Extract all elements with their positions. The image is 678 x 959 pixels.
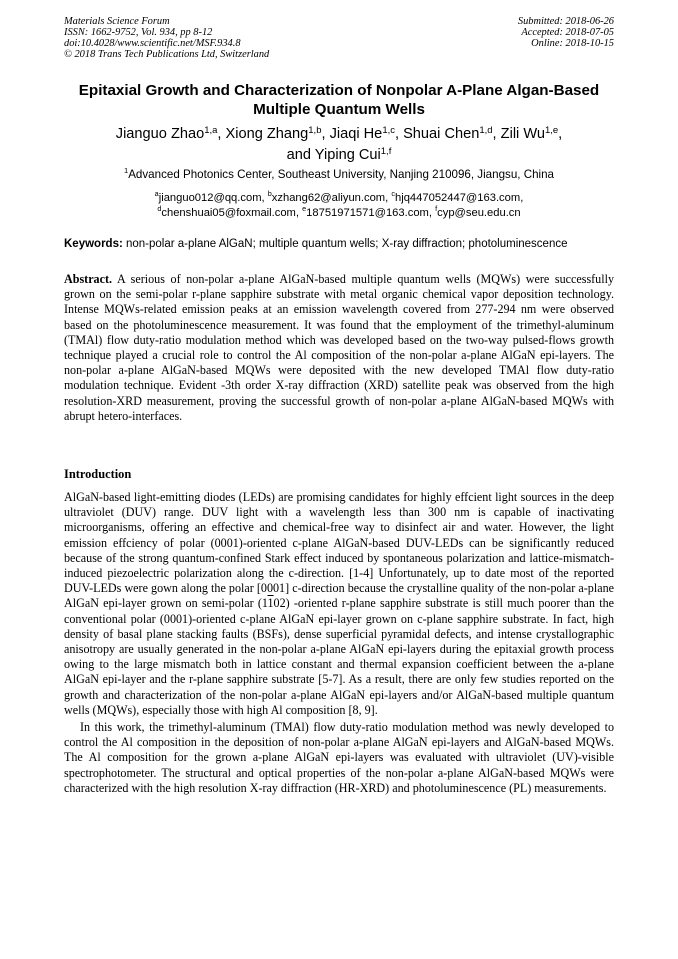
publication-dates — [518, 16, 614, 49]
email-link[interactable]: $^c$hjq447052447@163.com — [391, 189, 521, 204]
intro-paragraph-1: AlGaN-based light-emitting diodes (LEDs) are promising candidates for highly effcient light sources in the deep ultraviolet (DUV) range. DUV light with a wavelength less than 300 nm is capable of inactivating microorganisms, offering an effective and chemical-free way to disinfect air and water. However, the light emission effciency of polar (0001)-oriented c-plane AlGaN-based DUV-LEDs can be significantly reduced because of the strong quantum-confined Stark effect induced by spontaneous polarization and lattice-mismatch-induced piezoelectric polarization along the c-direction. [1-4] Unfortunately, up to date most of the reported DUV-LEDs were gown along the polar [0001] c-direction because the crystalline quality of the non-polar a-plane AlGaN epi-layer grown on semi-polar (1102) -oriented r-plane sapphire substrate is still much poorer than the conventional polar (0001)-oriented c-plane AlGaN epi-layer grown on c-plane sapphire substrate. In fact, high density of basal plane stacking faults (BSFs), dense superficial pyramidal defects, and intense crystallographic anisotropy are usually generated in the non-polar a-plane AlGaN epi-layers during the epitaxial growth process owing to the large mismatch both in lattice constant and thermal expansion coefficient between the a-plane AlGaN epi-layer and the r-plane sapphire substrate [5-7]. As a result, there are only few studies reported on the growth and characterization of the non-polar a-plane AlGaN epi-layers and/or AlGaN-based multiple quantum wells (MQWs), especially those with high Al composition [8, 9]. — [64, 490, 614, 717]
journal-issn: ISSN: 1662-9752, Vol. 934, pp 8-12 — [64, 27, 213, 38]
journal-copyright: © 2018 Trans Tech Publications Ltd, Switzerland — [64, 49, 270, 60]
author: Zili Wu$^{1,e}$, — [500, 125, 563, 142]
intro-paragraph-2: In this work, the trimethyl-aluminum (TMAl) flow duty-ratio modulation method was newly developed to control the Al composition in the deposition of non-polar a-plane AlGaN epi-layers and AlGaN-based MQWs. The Al composition for the grown a-plane AlGaN epi-layers was evaluated with ultraviolet (UV)-visible spectrophotometer. The structural and optical properties of the non-polar a-plane AlGaN-based MQWs were characterized with the high resolution X-ray diffraction (HR-XRD) and photoluminescence (PL) measurements. — [64, 720, 614, 795]
section-heading: Introduction — [64, 467, 132, 481]
author-list — [60, 124, 618, 166]
author: Jiaqi He$^{1,c}$, — [329, 125, 404, 142]
date-submitted: Submitted: 2018-06-26 — [517, 16, 614, 27]
abstract — [64, 272, 614, 424]
author: Xiong Zhang$^{1,b}$, — [225, 125, 330, 142]
keywords — [64, 237, 616, 251]
affiliation: $^1$Advanced Photonics Center, Southeast University, Nanjing 210096, Jiangsu, China — [124, 166, 554, 181]
journal-info — [64, 16, 269, 60]
keywords-text: non-polar a-plane AlGaN; multiple quantum wells; X-ray diffraction; photoluminescence — [126, 238, 568, 250]
paper-title: Epitaxial Growth and Characterization of Nonpolar A-Plane Algan-Based Multiple Quantum Wells — [78, 82, 600, 118]
email-link[interactable]: $^e$18751971571@163.com — [302, 204, 429, 219]
author: and Yiping Cui$^{1,f}$ — [286, 146, 392, 163]
abstract-text: A serious of non-polar a-plane AlGaN-based multiple quantum wells (MQWs) were successfully grown on the semi-polar r-plane sapphire substrate with metal organic chemical vapor deposition technology. Intense MQWs-related emission peaks at an emission wavelength covered from 277-294 nm were observed based on the photoluminescence measurement. It was found that the employment of the trimethyl-aluminum (TMAl) flow duty-ratio modulation method which was developed based on the two-way pulsed-flows growth technique played a crucial role to control the Al composition of the non-polar a-plane AlGaN epi-layers. The non-polar a-plane AlGaN-based MQWs were deposited with the new developed TMAl flow duty-ratio modulation technique. Evident -3th order X-ray diffraction (XRD) satellite peak was observed from the high resolution-XRD measurement, proving the successful growth of non-polar a-plane AlGaN-based MQWs with abrupt hetero-interfaces. — [64, 272, 615, 423]
email-link[interactable]: $^d$chenshuai05@foxmail.com — [157, 204, 296, 219]
author: Jianguo Zhao$^{1,a}$, — [115, 125, 226, 142]
abstract-label: Abstract. — [64, 272, 113, 286]
introduction-body — [64, 490, 614, 796]
keywords-label: Keywords: — [64, 238, 123, 250]
date-online: Online: 2018-10-15 — [531, 38, 614, 49]
email-link[interactable]: $^a$jianguo012@qq.com — [154, 189, 262, 204]
author: Shuai Chen$^{1,d}$, — [403, 125, 501, 142]
journal-name: Materials Science Forum — [64, 16, 170, 27]
email-link[interactable]: $^f$cyp@seu.edu.cn — [435, 204, 521, 219]
email-link[interactable]: $^b$xzhang62@aliyun.com — [267, 189, 386, 204]
email-list: $^a$jianguo012@qq.com, $^b$xzhang62@aliyun.com, $^c$hjq447052447@163.com, $^d$chenshuai05@foxmail.com, $^e$18751971571@163.com, $^f$cyp@seu.edu.cn — [154, 189, 524, 219]
date-accepted: Accepted: 2018-07-05 — [521, 27, 614, 38]
journal-doi[interactable]: doi:10.4028/www.scientific.net/MSF.934.8 — [64, 38, 241, 49]
